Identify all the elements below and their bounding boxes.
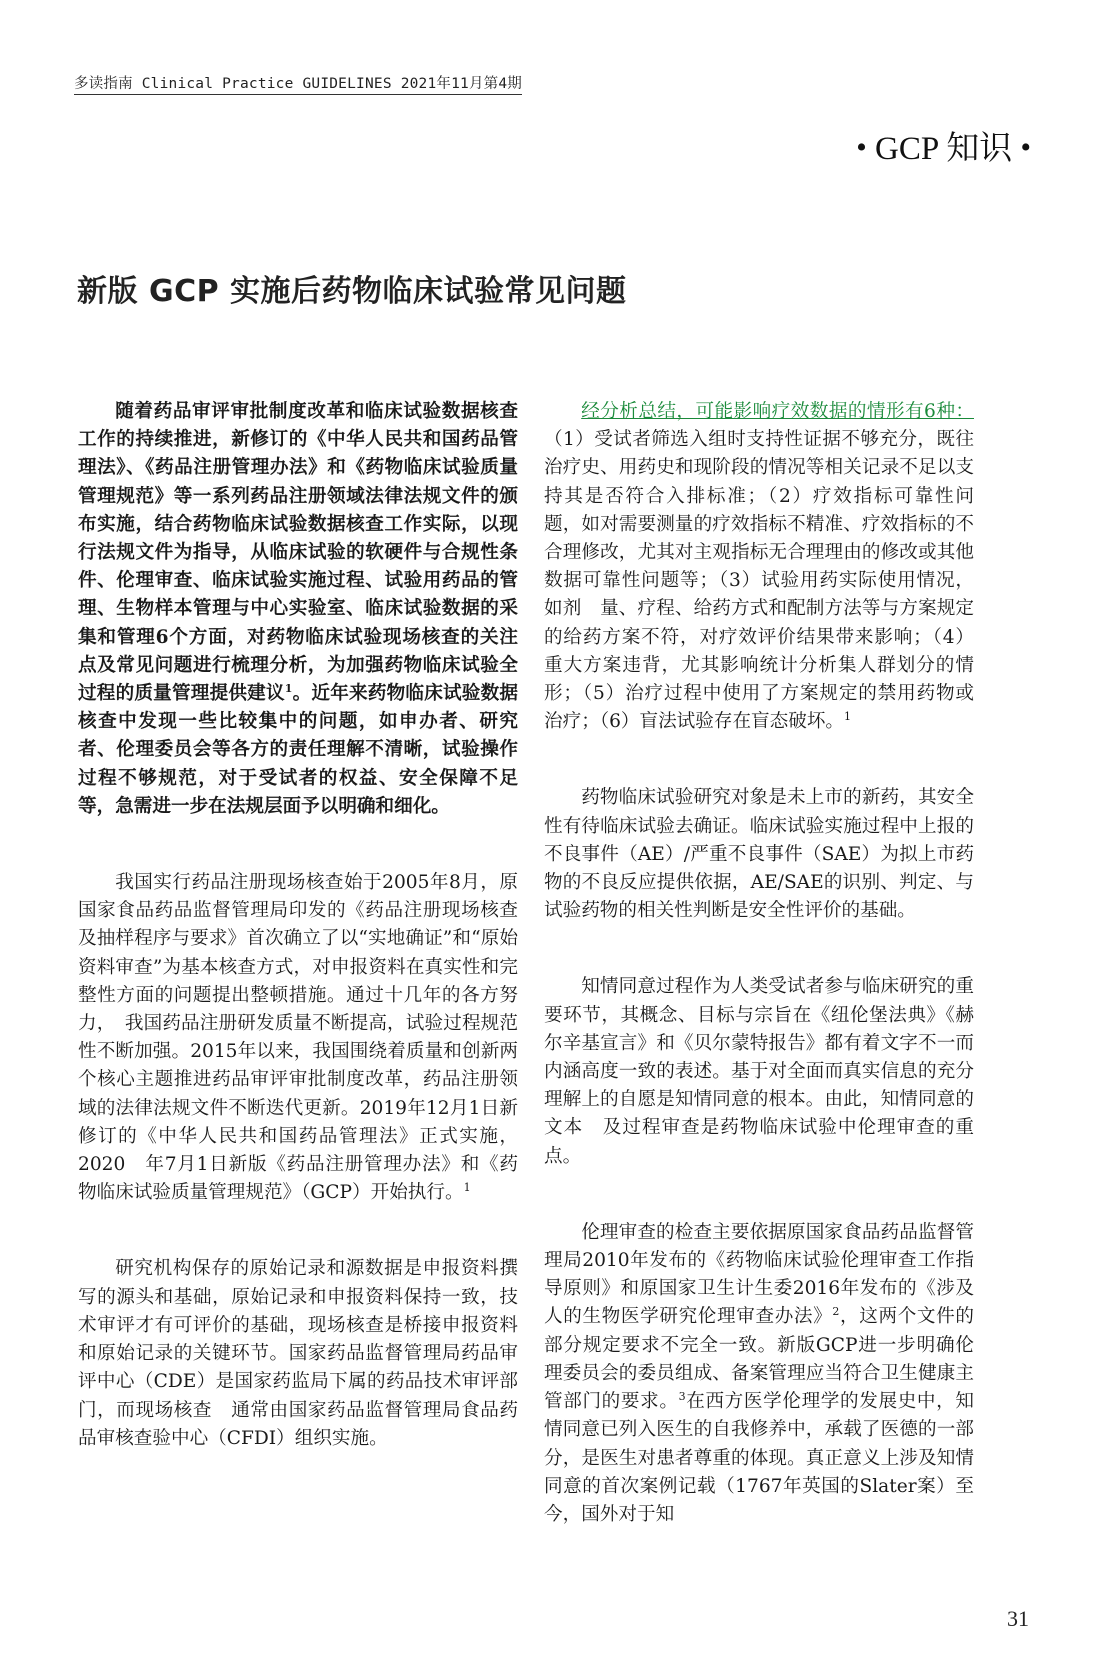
paragraph-text: 知情同意过程作为人类受试者参与临床研究的重要环节，其概念、目标与宗旨在《纽伦堡法典》《赫尔辛基宣言》和《贝尔蒙特报告》都有着文字不一而内涵高度一致的表述。基于对全面而真实信息的充分理解上的自愿是知情同意的根本。由此，知情同意的文本 及过程审查是药物临床试验中伦理审查的重点。 [544,976,974,1167]
footnote-ref[interactable]: 1 [844,710,852,724]
footnote-ref[interactable]: 3 [678,1390,686,1404]
paragraph-text: 在西方医学伦理学的发展史中，知情同意已列入医生的自我修养中，承载了医德的一部分，是医生对患者尊重的体现。真正意义上涉及知情同意的首次案例记载（1767年英国的Slater案）至今，国外对于知 [544,1391,974,1525]
paragraph-text: 伦理审查的检查主要依据原国家食品药品监督管理局2010年发布的《药物临床试验伦理审查工作指导原则》和原国家卫生计生委2016年发布的《涉及人的生物医学研究伦理审查办法》 [544,1221,974,1328]
section-tag-label: GCP 知识 [875,131,1013,167]
page-number: 31 [1007,1606,1029,1631]
body-paragraph [78,1255,518,1452]
bullet-dot-icon: • [856,131,867,164]
highlighted-text: 经分析总结，可能影响疗效数据的情形有6种： [581,401,974,422]
abstract-text-b: 。近年来药物临床试验数据核查中发现一些比较集中的问题，如申办者、研究者、伦理委员会等各方的责任理解不清晰，试验操作过程不够规范，对于受试者的权益、安全保障不足等，急需进一步在法规层面予以明确和细化。 [78,683,518,817]
paragraph-text: 药物临床试验研究对象是未上市的新药，其安全性有待临床试验去确证。临床试验实施过程中上报的不良事件（AE）/严重不良事件（SAE）为拟上市药物的不良反应提供依据，AE/SAE的识别、判定、与试验药物的相关性判断是安全性评价的基础。 [544,787,974,922]
abstract-text-a: 随着药品审评审批制度改革和临床试验数据核查工作的持续推进，新修订的《中华人民共和国药品管理法》、《药品注册管理办法》和《药物临床试验质量管理规范》等一系列药品注册领域法律法规文件的颁布实施，结合药物临床试验数据核查工作实际，以现行法规文件为指导，从临床试验的软硬件与合规性条件、伦理审查、临床试验实施过程、试验用药品的管理、生物样本管理与中心实验室、临床试验数据的采集和管理6个方面，对药物临床试验现场核查的关注点及常见问题进行梳理分析，为加强药物临床试验全过程的质量管理提供建议 [78,401,518,705]
paragraph-text: 我国实行药品注册现场核查始于2005年8月，原国家食品药品监督管理局印发的《药品注册现场核查及抽样程序与要求》首次确立了以“实地确证”和“原始资料审查”为基本核查方式，对申报资料在真实性和完整性方面的问题提出整顿措施。通过十几年的各方努力， 我国药品注册研发质量不断提高，试验过程规范性不断加强。2015年以来，我国围绕着质量和创新两个核心主题推进药品审评审批制度改革，药品注册领域的法律法规文件不断迭代更新。2019年12月1日新修订的《中华人民共和国药品管理法》正式实施，2020 年7月1日新版《药品注册管理办法》和《药物临床试验质量管理规范》（GCP）开始执行。 [78,872,518,1204]
body-paragraph [544,1219,974,1529]
paragraph-text: （1）受试者筛选入组时支持性证据不够充分，既往治疗史、用药史和现阶段的情况等相关记录不足以支持其是否符合入排标准；（2）疗效指标可靠性问题，如对需要测量的疗效指标不精准、疗效指标的不合理修改，尤其对主观指标无合理理由的修改或其他数据可靠性问题等；（3）试验用药实际使用情况，如剂 量、疗程、给药方式和配制方法等与方案规定的给药方案不符，对疗效评价结果带来影响；（4）重大方案违背，尤其影响统计分析集人群划分的情形；（5）治疗过程中使用了方案规定的禁用药物或治疗；（6）盲法试验存在盲态破坏。 [544,429,974,733]
footnote-ref[interactable]: 2 [832,1305,840,1319]
bullet-dot-icon: • [1020,131,1031,164]
body-paragraph [544,398,974,736]
footnote-ref[interactable]: 1 [284,682,293,696]
section-tag [856,122,1031,169]
running-head: 多读指南 Clinical Practice GUIDELINES 2021年11月第4期 [74,72,522,95]
body-paragraph [544,973,974,1170]
abstract-paragraph [78,398,518,821]
article-title: 新版 GCP 实施后药物临床试验常见问题 [77,274,627,310]
body-paragraph [78,869,518,1207]
right-column [544,398,974,1529]
left-column [78,398,518,1453]
body-paragraph [544,784,974,925]
paragraph-text: 研究机构保存的原始记录和源数据是申报资料撰写的源头和基础，原始记录和申报资料保持一致，技术审评才有可评价的基础，现场核查是桥接申报资料和原始记录的关键环节。国家药品监督管理局药品审评中心（CDE）是国家药监局下属的药品技术审评部门，而现场核查 通常由国家药品监督管理局食品药品审核查验中心（CFDI）组织实施。 [78,1258,518,1449]
paragraph-text: ，这两个文件的部分规定要求不完全一致。新版GCP进一步明确伦理委员会的委员组成、备案管理应当符合卫生健康主管部门的要求。 [544,1306,974,1413]
footnote-ref[interactable]: 1 [463,1181,471,1195]
